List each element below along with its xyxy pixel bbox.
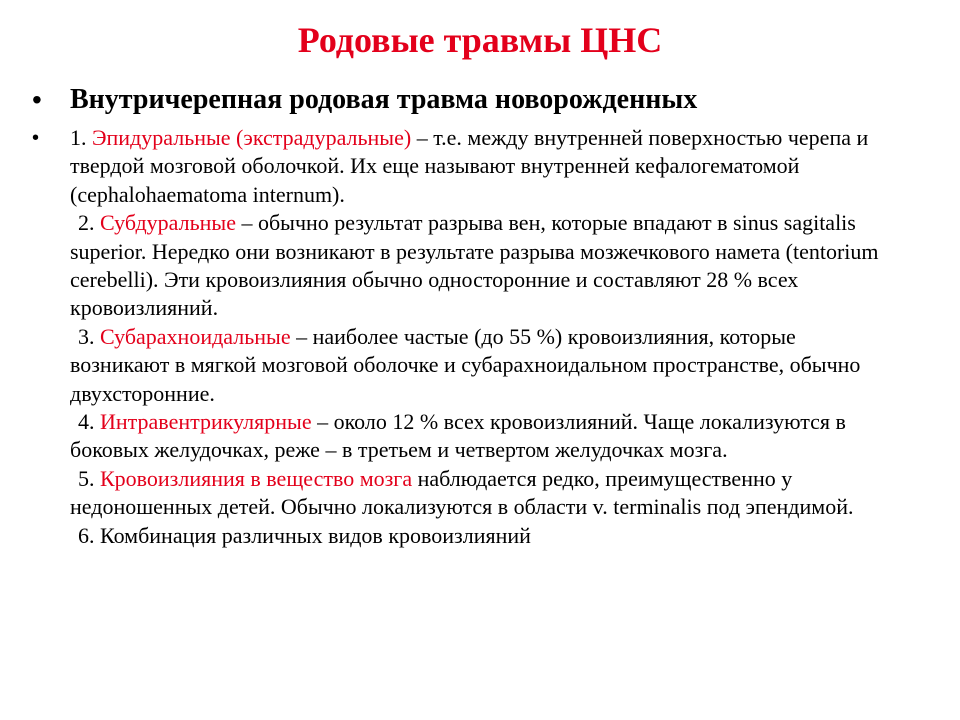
item-term: Эпидуральные (экстрадуральные) — [92, 125, 412, 150]
item-number: 2. — [78, 210, 100, 236]
list-item — [70, 209, 900, 323]
list-item — [70, 124, 900, 209]
list-item — [70, 323, 900, 408]
bullet-dot: • — [32, 127, 40, 149]
item-term: Интравентрикулярные — [100, 409, 312, 435]
slide-title: Родовые травмы ЦНС — [297, 20, 663, 60]
item-text: Комбинация различных видов кровоизлияний — [100, 522, 531, 548]
content-bullet — [32, 124, 912, 550]
item-text: – около 12 % всех кровоизлияний. Чаще локализуются в боковых желудочках, реже – в третьем и четвертом желудочках мозга. — [70, 409, 846, 463]
item-text: – обычно результат разрыва вен, которые впадают в sinus sagitalis superior. Нередко они возникают в результате разрыва мозжечкового намета (tentorium cerebelli). Эти кровоизлияния обычно односторонние и составляют 28 % всех кровоизлияний. — [70, 210, 879, 321]
list-item — [70, 465, 900, 522]
item-number: 5. — [78, 465, 100, 491]
list-item — [70, 522, 900, 550]
item-number: 4. — [78, 409, 100, 435]
item-term: Субарахноидальные — [100, 323, 291, 349]
item-term: Субдуральные — [100, 210, 236, 236]
bullet-dot: • — [32, 84, 42, 115]
item-number: 6. — [78, 522, 100, 548]
item-number: 3. — [78, 323, 100, 349]
item-text: – наиболее частые (до 55 %) кровоизлияния, которые возникают в мягкой мозговой оболочке и субарахноидальном пространстве, обычно двухсторонние. — [70, 323, 861, 406]
item-text: наблюдается редко, преимущественно у недоношенных детей. Обычно локализуются в области v. terminalis под эпендимой. — [70, 465, 854, 520]
heading-bullet — [32, 78, 912, 122]
section-heading: Внутричерепная родовая травма новорожденных — [70, 84, 698, 115]
item-number: 1. — [70, 125, 92, 150]
content-body — [70, 124, 900, 550]
item-text: – т.е. между внутренней поверхностью черепа и твердой мозговой оболочкой. Их еще называют внутренней кефалогематомой (cephalohaematoma internum). — [70, 125, 869, 207]
item-term: Кровоизлияния в вещество мозга — [100, 465, 413, 491]
list-item — [70, 408, 900, 465]
